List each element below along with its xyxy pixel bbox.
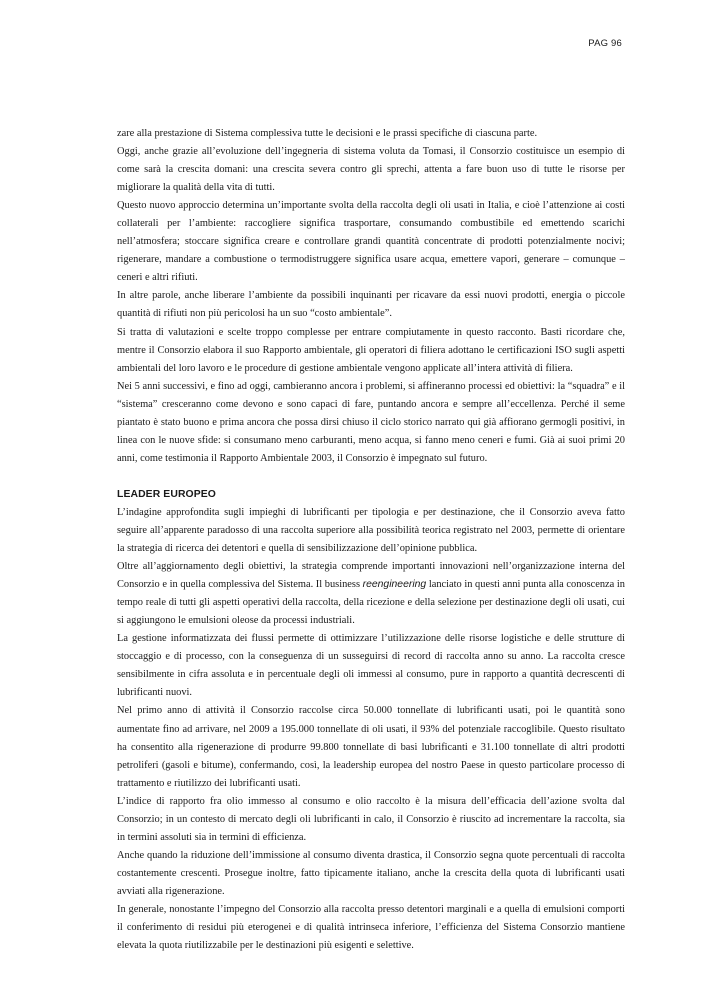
section-heading: LEADER EUROPEO — [117, 488, 216, 500]
paragraph: Si tratta di valutazioni e scelte troppo complesse per entrare compiutamente in questo racconto. Basti ricordare che, mentre il Consorzio elabora il suo Rapporto ambientale, gli operatori di filiera adottano le certificazioni ISO sugli aspetti ambientali del loro lavoro e le procedure di gestione ambientale vengono applicate all’intera attività di filiera. — [117, 326, 625, 374]
paragraph: zare alla prestazione di Sistema complessiva tutte le decisioni e le prassi specifiche di ciascuna parte. — [117, 128, 538, 139]
section-spacer — [117, 468, 625, 486]
page-number: PAG 96 — [588, 38, 622, 49]
paragraph: Nel primo anno di attività il Consorzio raccolse circa 50.000 tonnellate di lubrificanti usati, poi le quantità sono aumentate fino ad arrivare, nel 2009 a 195.000 tonnellate di oli usati, il 93% del potenziale raccoglibile. Questo risultato ha consentito alla rigenerazione di produrre 99.800 tonnellate di basi lubrificanti e 31.100 tonnellate di altri prodotti petroliferi (gasoli e bitume), confermando, così, la leadership europea del nostro Paese in questo particolare processo di trattamento e riutilizzo dei lubrificanti usati. — [117, 705, 625, 789]
paragraph-text: Oltre all’aggiornamento degli obiettivi, la strategia comprende importanti innovazioni nell’organizzazione interna del Consorzio e in quella complessiva del Sistema. Il business — [117, 561, 625, 591]
paragraph: In altre parole, anche liberare l’ambiente da possibili inquinanti per ricavare da essi nuovi prodotti, energia o piccole quantità di rifiuti non più pericolosi ha un suo “costo ambientale”. — [117, 290, 625, 320]
paragraph: Questo nuovo approccio determina un’importante svolta della raccolta degli oli usati in Italia, e cioè l’attenzione ai costi collaterali per l’ambiente: raccogliere significa trasportare, consumando combustibile ed emettendo scarichi nell’atmosfera; stoccare significa creare e controllare grandi quantità concentrate di prodotti potenzialmente nocivi; rigenerare, mandare a combustione o termodistruggere significa usare acqua, emettere vapori, generare – comunque – ceneri e altri rifiuti. — [117, 200, 625, 284]
body-text — [117, 125, 625, 955]
paragraph: In generale, nonostante l’impegno del Consorzio alla raccolta presso detentori marginali e a quella di emulsioni comporti il conferimento di residui più eterogenei e di qualità intrinseca inferiore, l’efficienza del Sistema Consorzio mantiene elevata la quota riutilizzabile per le destinazioni più esigenti e selettive. — [117, 903, 625, 952]
paragraph: L’indagine approfondita sugli impieghi di lubrificanti per tipologia e per destinazione, che il Consorzio aveva fatto seguire all’apparente paradosso di una raccolta superiore alla possibilità teorica registrato nel 2003, permette di orientare la strategia di ricerca dei detentori e quella di sensibilizzazione dell’opinione pubblica. — [117, 506, 625, 555]
paragraph: Nei 5 anni successivi, e fino ad oggi, cambieranno ancora i problemi, si affineranno processi ed obiettivi: la “squadra” e il “sistema” cresceranno come devono e sono capaci di fare, puntando ancora e sempre all’eccellenza. Perché il seme piantato è stato buono e prima ancora che possa dirsi chiuso il ciclo storico narrato qui già affiorano germogli positivi, in linea con le nuove sfide: si consumano meno carburanti, meno acqua, si fanno meno ceneri e fumi. Già ai suoi primi 20 anni, come testimonia il Rapporto Ambientale 2003, il Consorzio è impegnato sul futuro. — [117, 380, 625, 464]
paragraph: Anche quando la riduzione dell’immissione al consumo diventa drastica, il Consorzio segna quote percentuali di raccolta costantemente crescenti. Prosegue inoltre, fatto tipicamente italiano, anche la crescita della quota di lubrificanti usati avviati alla rigenerazione. — [117, 849, 625, 897]
paragraph — [117, 558, 625, 630]
italic-term: reengineering — [362, 579, 427, 591]
paragraph: La gestione informatizzata dei flussi permette di ottimizzare l’utilizzazione delle risorse logistiche e delle strutture di stoccaggio e di processo, con la conseguenza di un susseguirsi di record di raccolta anno su anno. La raccolta cresce sensibilmente in cifra assoluta e in percentuale degli oli immessi al consumo, pure in rapporto a quantità decrescenti di lubrificanti nuovi. — [117, 633, 625, 699]
paragraph: Oggi, anche grazie all’evoluzione dell’ingegneria di sistema voluta da Tomasi, il Consorzio costituisce un esempio di come sarà la crescita domani: una crescita severa contro gli sprechi, attenta a fare buon uso di tutte le risorse per migliorare la qualità della vita di tutti. — [117, 146, 625, 194]
paragraph-text: lanciato in questi anni punta alla conoscenza in tempo reale di tutti gli aspetti operativi della raccolta, della ricezione e della selezione per destinazione degli oli usati, cui si aggiungono le emulsioni oleose da processi industriali. — [117, 579, 625, 627]
paragraph: L’indice di rapporto fra olio immesso al consumo e olio raccolto è la misura dell’efficacia dell’azione svolta dal Consorzio; in un contesto di mercato degli oli lubrificanti in calo, il Consorzio è riuscito ad incrementare la raccolta, sia in termini assoluti sia in termini di efficienza. — [117, 795, 625, 843]
